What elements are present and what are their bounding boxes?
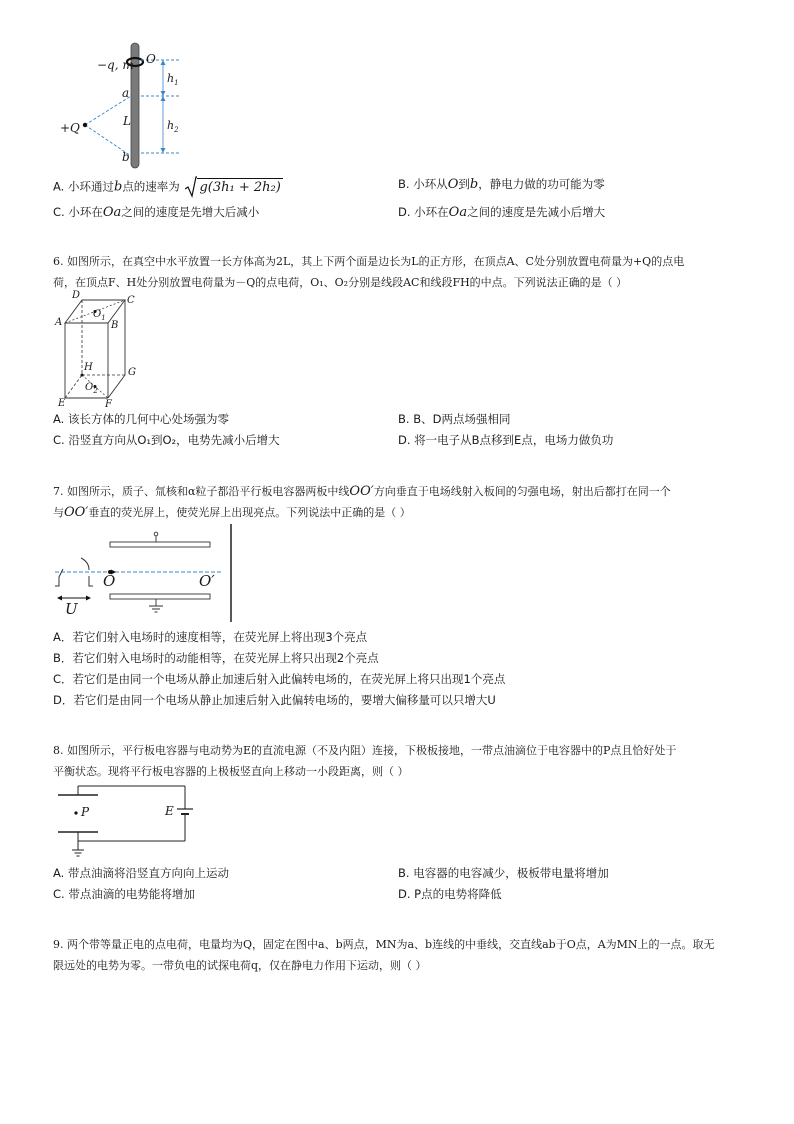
q6-option-C[interactable]: C. 沿竖直方向从O₁到O₂，电势先减小后增大: [53, 433, 280, 447]
q8-figure: [53, 782, 203, 862]
circuit-diagram: [53, 782, 203, 862]
q7-option-C[interactable]: C．若它们是由同一个电场从静止加速后射入此偏转电场的，在荧光屏上将只出现1个亮点: [53, 672, 506, 686]
q8-option-D[interactable]: D. P点的电势将降低: [398, 887, 502, 901]
point-P-label: P: [81, 805, 90, 819]
vertex-A: A: [55, 317, 63, 328]
point-O-label: O: [103, 572, 116, 590]
emf-E-label: E: [165, 804, 174, 818]
vertex-D: D: [72, 290, 81, 301]
q6-option-B[interactable]: B. B、D两点场强相同: [398, 412, 511, 426]
q6-option-A[interactable]: A. 该长方体的几何中心处场强为零: [53, 412, 229, 426]
q6-option-D[interactable]: D. 将一电子从B点移到E点，电场力做负功: [398, 433, 614, 447]
q8-stem: 8. 如图所示，平行板电容器与电动势为E的直流电源（不及内阻）连接，下极板接地，一带点油滴位于电容器中的P点且恰好处于 平衡状态。现将平行板电容器的上极板竖直向上移动一小段距离，则（ ）: [53, 744, 677, 778]
q6-figure: [55, 292, 145, 410]
q9-stem: 9. 两个带等量正电的点电荷，电量均为Q，固定在图中a、b两点，MN为a、b连线的中垂线，交直线ab于O点，A为MN上的一点。取无 限远处的电势为零。一带负电的试探电荷q，仅在静电力作用下运动，则（ ）: [53, 938, 715, 972]
vertex-B: B: [111, 320, 119, 331]
voltage-U-label: U: [65, 600, 78, 618]
q5-option-D[interactable]: D. 小环在Oa之间的速度是先减小后增大: [398, 205, 606, 220]
vertex-G: G: [128, 367, 136, 378]
sqrt-expression: g(3h₁ + 2h₂): [185, 176, 282, 198]
point-O-prime-label: O′: [199, 572, 215, 590]
q8-option-B[interactable]: B. 电容器的电容减少，极板带电量将增加: [398, 866, 609, 880]
h2-label: $h_2$: [167, 119, 179, 135]
ring-label: −q, m: [97, 58, 134, 72]
vertex-H: H: [84, 362, 93, 373]
q5-option-A[interactable]: A. 小环通过b点的速率为 g(3h₁ + 2h₂): [53, 176, 283, 198]
h1-label: $h_1$: [167, 72, 179, 88]
point-b-label: b: [122, 150, 130, 164]
q7-option-A[interactable]: A．若它们射入电场时的速度相等，在荧光屏上将出现3个亮点: [53, 630, 368, 644]
q5-option-C[interactable]: C. 小环在Oa之间的速度是先增大后减小: [53, 205, 260, 220]
point-O2: $O_2$: [85, 382, 98, 395]
rod-L-label: L: [123, 114, 131, 128]
q8-option-C[interactable]: C. 带点油滴的电势能将增加: [53, 887, 195, 901]
q7-stem: 7. 如图所示，质子、氚核和α粒子都沿平行板电容器两板中线OO′方向垂直于电场线射入板间的匀强电场，射出后都打在同一个 与OO′垂直的荧光屏上，使荧光屏上出现亮点。下列说法中正确的是（ ）: [53, 484, 671, 520]
q8-option-A[interactable]: A. 带点油滴将沿竖直方向向上运动: [53, 866, 229, 880]
q5-option-B[interactable]: B. 小环从O到b，静电力做的功可能为零: [398, 177, 605, 192]
point-O-label: O: [146, 52, 156, 66]
q6-stem: 6. 如图所示，在真空中水平放置一长方体高为2L，其上下两个面是边长为L的正方形，在顶点A、C处分别放置电荷量为+Q的点电 荷，在顶点F、H处分别放置电荷量为－Q的点电荷，O₁、O₂分别是线段AC和线段FH的中点。下列说法正确的是（ ）: [53, 255, 685, 289]
vertex-F: F: [105, 399, 112, 410]
sqrt-sign-icon: [185, 176, 197, 198]
q7-option-B[interactable]: B．若它们射入电场时的动能相等，在荧光屏上将只出现2个亮点: [53, 651, 379, 665]
vertex-C: C: [127, 295, 135, 306]
q7-option-D[interactable]: D．若它们是由同一个电场从静止加速后射入此偏转电场的，要增大偏移量可以只增大U: [53, 693, 496, 707]
q7-figure: [53, 524, 243, 624]
point-a-label: a: [122, 86, 130, 100]
vertex-E: E: [58, 398, 66, 409]
point-O1: $O_1$: [93, 309, 106, 322]
charge-Q-label: +Q: [60, 121, 80, 135]
q5-figure: [55, 38, 195, 173]
